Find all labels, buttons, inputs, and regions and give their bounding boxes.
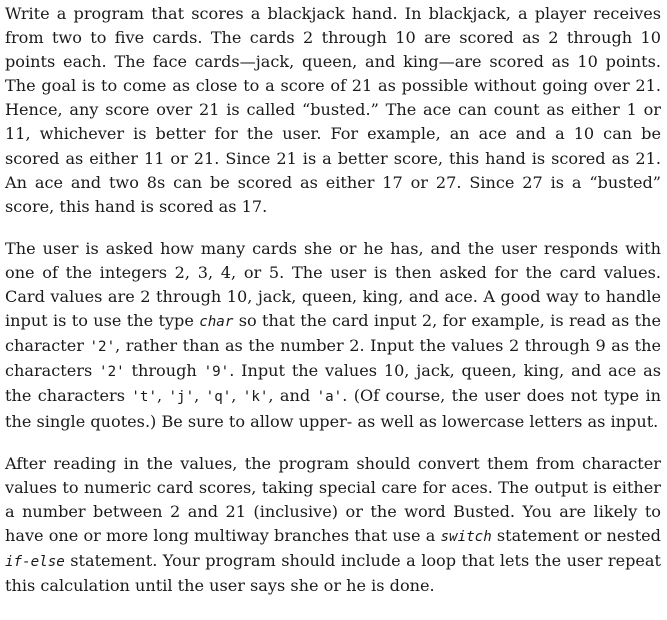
text-segment: . Input the values 10, jack, queen, king, and ace as the characters [5,361,661,406]
text-segment: so that the card input 2, for example, is read as the character [5,311,661,356]
code-literal: 't' [131,389,157,406]
text-segment: . (Of course, the user does not type in the single quotes.) Be sure to allow upper- as well as lowercase letters as input. [5,386,661,431]
paragraph-output-requirements [5,452,661,599]
code-literal: '9' [203,364,230,381]
code-if-else-keyword: if-else [5,553,65,570]
paragraph-scoring-rules [5,2,661,219]
text-segment: statement or nested [491,525,661,545]
text-segment: , [157,386,169,406]
exercise-text [5,2,661,598]
code-literal: 'k' [242,389,269,406]
code-literal: '2' [89,339,116,356]
text-segment: , [231,386,243,406]
text-segment: , [194,386,206,406]
text-segment: , and [268,386,317,406]
text-segment: statement. Your program should include a loop that lets the user repeat this calculation until the user says she or he is done. [5,550,661,596]
code-literal: 'j' [168,389,195,406]
text-segment: , rather than as the number 2. Input the values 2 through 9 as the characters [5,336,662,381]
code-literal: '2' [99,364,125,381]
text-segment: through [124,361,204,381]
text-segment: Write a program that scores a blackjack hand. In blackjack, a player receives from two to five cards. The cards 2 through 10 are scored as 2 through 10 points each. The face cards—jack, queen, and king—are scored as 10 points. The goal is to come as close to a score of 21 as possible without going over 21. Hence, any score over 21 is called “busted.” The ace can count as either 1 or 11, whichever is better for the user. For example, an ace and a 10 can be scored as either 11 or 21. Since 21 is a better score, this hand is scored as 21. An ace and two 8s can be scored as either 17 or 27. Since 27 is a “busted” score, this hand is scored as 17. [5,4,661,216]
paragraph-input-format [5,237,661,434]
code-literal: 'q' [205,389,232,406]
code-char-type: char [199,314,234,331]
code-switch-keyword: switch [440,528,492,545]
code-literal: 'a' [316,389,343,406]
text-segment: After reading in the values, the program should convert them from character values to numeric card scores, taking special care for aces. The output is either a number between 2 and 21 (inclusive) or the word Busted. You are likely to have one or more long multiway branches that use a [5,453,661,545]
text-segment: The user is asked how many cards she or he has, and the user responds with one of the integers 2, 3, 4, or 5. The user is then asked for the card values. Card values are 2 through 10, jack, queen, king, and ace. A good way to handle input is to use the type [5,238,661,331]
